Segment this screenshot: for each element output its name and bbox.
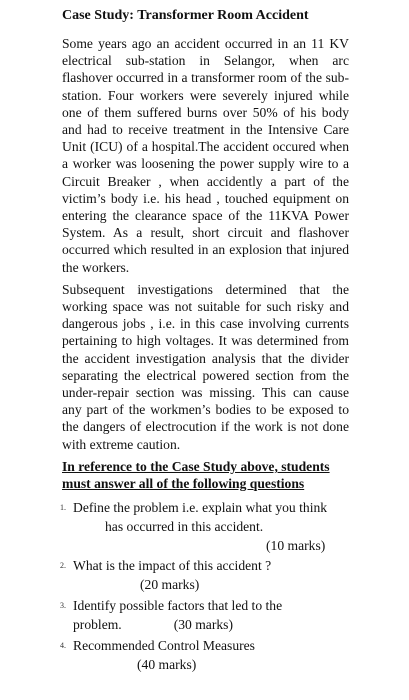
question-number: 4. (60, 641, 66, 651)
case-study-title: Case Study: Transformer Room Accident (62, 8, 309, 23)
case-study-paragraph-1: Some years ago an accident occurred in an 11 KV electrical sub-station in Selangor, when arc flashover occurred in a transformer room of the sub-station. Four workers were severely injured while one of them suffered burns over 50% of his body and had to receive treatment in the Intensive Care Unit (ICU) of a hospital.The accident occured when a worker was loosening the power supply wire to a Circuit Breaker , when accidently a part of the victim’s body i.e. his head , touched equipment on entering the clearance space of the 11KVA Power System. As a result, short circuit and flashover occurred which resulted in an explosion that injured the workers. (62, 36, 349, 275)
question-number: 1. (60, 503, 66, 513)
question-text: Recommended Control Measures (73, 638, 255, 654)
question-marks: (40 marks) (137, 657, 197, 673)
question-number: 2. (60, 561, 66, 571)
question-marks: (30 marks) (173, 617, 233, 633)
question-marks: (10 marks) (266, 538, 326, 554)
question-1 (62, 498, 349, 556)
question-text: Define the problem i.e. explain what you think (73, 500, 328, 516)
case-study-document (62, 6, 349, 676)
question-marks: (20 marks) (140, 577, 200, 593)
case-study-paragraph-2: Subsequent investigations determined that the working space was not suitable for such risky and dangerous jobs , i.e. in this case involving currents pertaining to high voltages. It was determined from the accident investigation analysis that the divider separating the electrical powered section from the under-repair section was missing. This can cause any part of the workmen’s bodies to be exposed to the dangers of electrocution if the work is not done with extreme caution. (62, 281, 349, 452)
question-number: 3. (60, 601, 66, 611)
question-text-end: problem. (73, 617, 122, 633)
question-text-continued: has occurred in this accident. (105, 519, 264, 535)
question-2 (62, 556, 349, 596)
questions-instruction: In reference to the Case Study above, students must answer all of the following questions (62, 458, 330, 492)
question-text: Identify possible factors that led to the (73, 598, 283, 614)
question-text-continued (62, 615, 349, 634)
question-text: What is the impact of this accident ? (73, 558, 272, 574)
question-3 (62, 596, 349, 636)
question-4 (62, 636, 349, 676)
